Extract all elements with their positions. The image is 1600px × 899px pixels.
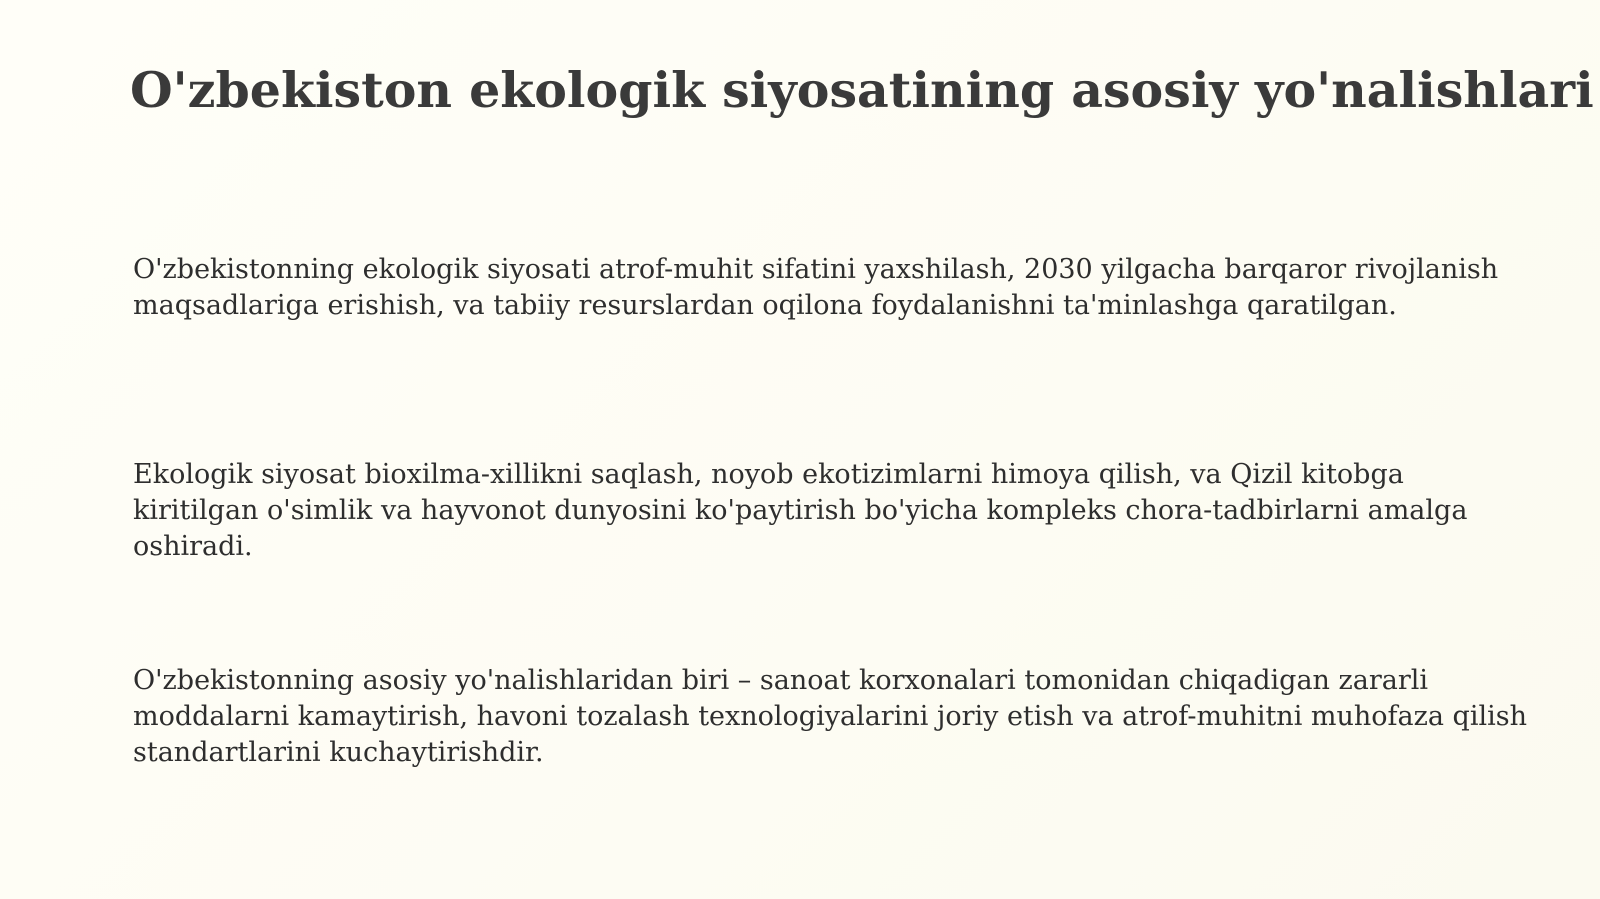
paragraph-goals: O'zbekistonning ekologik siyosati atrof-muhit sifatini yaxshilash, 2030 yilgacha barqaror rivojlanish maqsadlariga erishish, va tabiiy resurslardan oqilona foydalanishni ta'minlashga qaratilgan. [133,254,1499,321]
paragraph-industry: O'zbekistonning asosiy yo'nalishlaridan biri – sanoat korxonalari tomonidan chiqadigan zararli moddalarni kamaytirish, havoni tozalash texnologiyalarini joriy etish va atrof-muhitni muhofaza qilish standartlarini kuchaytirishdir. [133,665,1527,768]
paragraph-biodiversity: Ekologik siyosat bioxilma-xillikni saqlash, noyob ekotizimlarni himoya qilish, va Qizil kitobga kiritilgan o'simlik va hayvonot dunyosini ko'paytirish bo'yicha kompleks chora-tadbirlarni amalga oshiradi. [133,459,1468,562]
slide-title: O'zbekiston ekologik siyosatining asosiy yo'nalishlari [130,61,1594,119]
